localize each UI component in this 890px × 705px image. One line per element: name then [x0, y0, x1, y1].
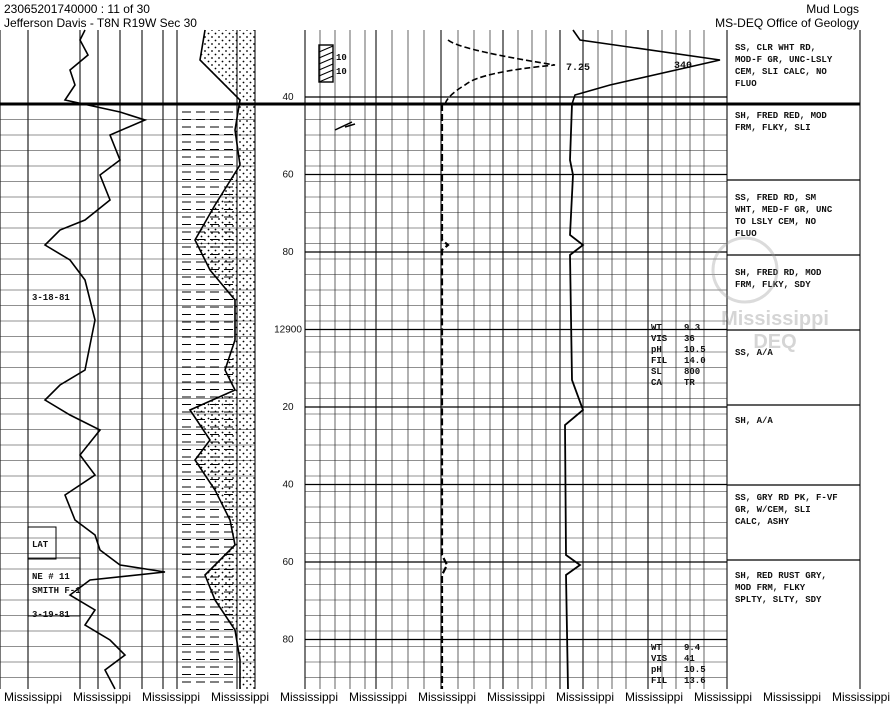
lithology-description	[735, 493, 838, 527]
description-line: SH, FRED RD, MOD	[735, 268, 822, 278]
lithology-description	[735, 193, 833, 239]
mud-prop-key: pH	[651, 665, 662, 675]
mud-prop-key: pH	[651, 345, 662, 355]
left-note: LAT	[32, 540, 49, 550]
lithology-description	[735, 111, 827, 133]
footer-word: Mississippi	[418, 690, 477, 704]
description-line: FRM, FLKY, SDY	[735, 280, 811, 290]
depth-label: 60	[282, 557, 294, 568]
core-hatch	[319, 52, 333, 58]
depth-label: 20	[282, 402, 294, 413]
chrom-value: 340	[674, 61, 693, 72]
description-line: SH, A/A	[735, 416, 773, 426]
top-mark: 10	[336, 53, 347, 63]
footer-word: Mississippi	[625, 690, 684, 704]
left-note: 3-18-81	[32, 293, 70, 303]
footer-word: Mississippi	[349, 690, 408, 704]
footer-watermark-strip	[0, 689, 890, 705]
description-line: MOD FRM, FLKY	[735, 583, 806, 593]
description-line: MOD-F GR, UNC-LSLY	[735, 55, 833, 65]
mud-prop-value: 9.3	[684, 323, 701, 333]
footer-word: Mississippi	[73, 690, 132, 704]
total-gas-curve	[442, 104, 448, 689]
mud-prop-value: TR	[684, 378, 695, 388]
description-line: FLUO	[735, 79, 757, 89]
location-label: Jefferson Davis - T8N R19W Sec 30	[4, 16, 197, 30]
left-note: 3-19-81	[32, 610, 70, 620]
chromatograph-curve-top	[572, 30, 720, 104]
mud-prop-key: SL	[651, 367, 662, 377]
footer-word: Mississippi	[211, 690, 270, 704]
footer-word: Mississippi	[556, 690, 615, 704]
agency-label: MS-DEQ Office of Geology	[715, 16, 859, 30]
description-line: GR, W/CEM, SLI	[735, 505, 811, 515]
core-hatch	[319, 64, 333, 70]
depth-label: 80	[282, 247, 294, 258]
gas-curve-top	[445, 40, 555, 104]
depth-label: 40	[282, 479, 294, 491]
mud-prop-value: 13.6	[684, 676, 706, 686]
description-line: SS, A/A	[735, 348, 773, 358]
lithology-description	[735, 571, 827, 605]
mud-prop-key: FIL	[651, 676, 668, 686]
lithology-description	[735, 43, 833, 89]
mud-prop-value: 9.4	[684, 643, 701, 653]
watermark-text: DEQ	[753, 331, 797, 353]
mud-prop-key: CA	[651, 378, 662, 388]
lithology-description	[735, 416, 773, 426]
description-line: SS, FRED RD, SM	[735, 193, 817, 203]
description-line: FRM, FLKY, SLI	[735, 123, 811, 133]
mud-prop-value: 800	[684, 367, 701, 377]
footer-word: Mississippi	[694, 690, 753, 704]
gas-value: 7.25	[566, 63, 591, 74]
description-line: SS, CLR WHT RD,	[735, 43, 817, 53]
pen-mark	[335, 122, 355, 130]
depth-label: 12900	[274, 324, 302, 336]
description-line: FLUO	[735, 229, 757, 239]
core-hatch	[319, 70, 333, 76]
footer-word: Mississippi	[142, 690, 201, 704]
mud-prop-value: 10.5	[684, 665, 706, 675]
chromatograph-curve	[565, 104, 583, 689]
mud-prop-value: 10.5	[684, 345, 706, 355]
mud-prop-key: WT	[651, 643, 662, 653]
footer-word: Mississippi	[832, 690, 890, 704]
description-line: SH, FRED RED, MOD	[735, 111, 827, 121]
depth-label: 40	[282, 92, 294, 103]
description-line: SH, RED RUST GRY,	[735, 571, 827, 581]
description-line: TO LSLY CEM, NO	[735, 217, 817, 227]
watermark-text: Mississippi	[721, 308, 829, 330]
top-mark: 10	[336, 67, 347, 77]
mud-prop-key: FIL	[651, 356, 668, 366]
description-line: CALC, ASHY	[735, 517, 790, 527]
mud-prop-key: VIS	[651, 334, 668, 344]
footer-word: Mississippi	[4, 690, 63, 704]
description-line: CEM, SLI CALC, NO	[735, 67, 827, 77]
description-line: SS, GRY RD PK, F-VF	[735, 493, 838, 503]
mud-prop-value: 36	[684, 334, 695, 344]
mud-prop-value: 14.0	[684, 356, 706, 366]
collection-label: Mud Logs	[806, 2, 859, 16]
mud-prop-value: 41	[684, 654, 695, 664]
document-id: 23065201740000 : 11 of 30	[4, 2, 150, 16]
mud-prop-key: WT	[651, 323, 662, 333]
left-note: NE # 11	[32, 572, 70, 582]
description-line: SPLTY, SLTY, SDY	[735, 595, 822, 605]
mud-prop-key: VIS	[651, 654, 668, 664]
footer-word: Mississippi	[280, 690, 339, 704]
footer-word: Mississippi	[487, 690, 546, 704]
lithology-description	[735, 268, 822, 290]
core-hatch	[319, 58, 333, 64]
core-hatch	[319, 46, 333, 52]
footer-word: Mississippi	[763, 690, 822, 704]
depth-label: 60	[282, 169, 294, 181]
description-line: WHT, MED-F GR, UNC	[735, 205, 833, 215]
left-note: SMITH F-1	[32, 586, 81, 596]
core-hatch	[319, 76, 333, 82]
depth-label: 80	[282, 634, 294, 646]
